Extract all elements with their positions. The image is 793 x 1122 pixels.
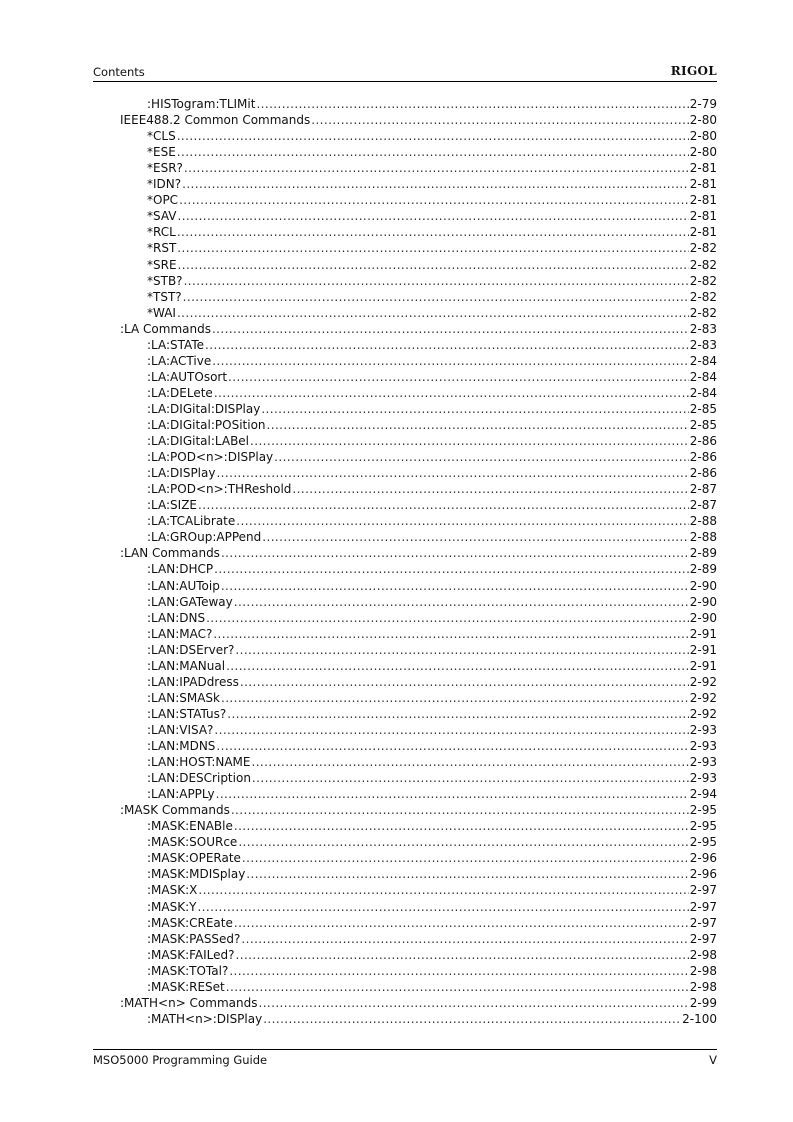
toc-entry-title: :MASK:SOURce [147,835,238,850]
toc-leader-dots [231,803,689,817]
toc-entry-title: :LAN:DHCP [147,562,214,577]
toc-leader-dots [221,691,689,705]
toc-entry-title: :LA:GROup:APPend [147,530,262,545]
toc-entry-title: :MASK:CREate [147,915,233,930]
toc-leader-dots [262,530,689,544]
toc-entry-title: *IDN? [147,177,182,192]
toc-entry-title: *RST [147,241,177,256]
toc-leader-dots [221,546,689,560]
toc-leader-dots [246,867,688,881]
toc-entry-page: 2-83 [689,321,717,336]
toc-entry-page: 2-83 [689,337,717,352]
toc-leader-dots [226,980,689,994]
toc-entry[interactable] [147,239,717,255]
toc-entry-page: 2-92 [689,690,717,705]
toc-leader-dots [214,562,689,576]
toc-entry-page: 2-95 [689,803,717,818]
toc-entry[interactable] [147,946,717,962]
toc-leader-dots [250,434,689,448]
toc-entry-page: 2-88 [689,514,717,529]
toc-entry-page: 2-91 [689,642,717,657]
toc-entry[interactable] [147,528,717,544]
toc-entry[interactable] [147,336,717,352]
toc-entry[interactable] [147,609,717,625]
toc-entry-page: 2-81 [689,193,717,208]
toc-entry-title: :MASK:FAILed? [147,947,235,962]
toc-leader-dots [213,627,688,641]
toc-entry-page: 2-86 [689,434,717,449]
toc-entry[interactable] [147,817,717,833]
toc-entry[interactable] [147,304,717,320]
toc-entry[interactable] [147,512,717,528]
toc-entry[interactable] [147,560,717,576]
toc-entry-page: 2-94 [689,787,717,802]
toc-entry[interactable] [120,544,717,560]
toc-leader-dots [183,290,689,304]
toc-entry[interactable] [147,288,717,304]
toc-entry[interactable] [147,480,717,496]
toc-entry-page: 2-93 [689,722,717,737]
toc-entry[interactable] [147,673,717,689]
toc-entry-title: :LAN:AUToip [147,578,220,593]
header-section-title: Contents [93,65,145,79]
toc-entry[interactable] [147,95,717,111]
toc-entry-page: 2-89 [689,546,717,561]
toc-leader-dots [178,209,689,223]
toc-entry[interactable] [120,111,717,127]
toc-entry-page: 2-84 [689,353,717,368]
toc-entry-page: 2-93 [689,771,717,786]
toc-entry-title: :MATH<n>:DISPlay [147,1011,263,1026]
toc-entry-title: :LAN:STATus? [147,706,227,721]
toc-entry-title: *CLS [147,129,176,144]
toc-entry-title: :MASK:X [147,883,198,898]
toc-entry-title: :LA Commands [120,321,211,336]
toc-leader-dots [179,193,689,207]
toc-leader-dots [197,900,688,914]
toc-entry-page: 2-93 [689,755,717,770]
toc-leader-dots [177,241,688,255]
toc-entry-title: *SRE [147,257,177,272]
toc-entry-title: :LA:AUTOsort [147,369,228,384]
toc-entry-page: 2-99 [689,995,717,1010]
footer-doc-title: MSO5000 Programming Guide [93,1053,268,1067]
toc-entry-title: IEEE488.2 Common Commands [120,113,311,128]
toc-entry[interactable] [147,849,717,865]
toc-entry[interactable] [147,207,717,223]
toc-entry-title: :LAN Commands [120,546,220,561]
toc-entry-title: :LAN:DESCription [147,771,251,786]
toc-entry[interactable] [147,898,717,914]
toc-leader-dots [212,322,689,336]
toc-entry[interactable] [147,865,717,881]
toc-entry-page: 2-84 [689,369,717,384]
toc-entry-title: :LA:DELete [147,385,213,400]
toc-entry-title: :LA:TCALibrate [147,514,236,529]
toc-entry-page: 2-96 [689,851,717,866]
toc-entry-title: :MASK:OPERate [147,851,241,866]
toc-entry[interactable] [147,721,717,737]
toc-entry-title: :LA:STATe [147,337,205,352]
toc-entry-page: 2-97 [689,883,717,898]
toc-leader-dots [238,835,688,849]
toc-leader-dots [214,723,688,737]
toc-leader-dots [212,354,689,368]
toc-entry-page: 2-97 [689,931,717,946]
toc-entry[interactable] [147,368,717,384]
toc-entry[interactable] [147,737,717,753]
toc-entry-title: :MASK:ENABle [147,819,233,834]
footer-page-number: V [709,1053,717,1067]
toc-entry-page: 2-85 [689,401,717,416]
toc-entry-page: 2-90 [689,578,717,593]
toc-entry-title: *SAV [147,209,177,224]
toc-leader-dots [240,675,689,689]
toc-entry-title: :LAN:SMASk [147,690,220,705]
toc-leader-dots [177,225,689,239]
toc-leader-dots [221,579,689,593]
toc-entry-page: 2-81 [689,209,717,224]
toc-entry[interactable] [147,191,717,207]
toc-leader-dots [198,883,688,897]
toc-entry-title: :LAN:DNS [147,610,206,625]
toc-entry-title: :LA:SIZE [147,498,198,513]
toc-entry-page: 2-89 [689,562,717,577]
toc-entry-title: :LA:POD<n>:DISPlay [147,450,274,465]
toc-entry-page: 2-84 [689,385,717,400]
toc-leader-dots [226,659,689,673]
toc-entry[interactable] [147,753,717,769]
toc-entry-title: *OPC [147,193,179,208]
toc-leader-dots [216,466,688,480]
toc-entry-page: 2-93 [689,739,717,753]
toc-entry[interactable] [147,496,717,512]
toc-leader-dots [267,418,689,432]
toc-entry[interactable] [147,1010,717,1026]
toc-entry-title: :LAN:HOST:NAME [147,755,251,770]
toc-entry-title: *RCL [147,225,176,240]
toc-leader-dots [177,145,689,159]
toc-entry[interactable] [147,272,717,288]
toc-entry-title: *STB? [147,273,183,288]
toc-entry[interactable] [147,400,717,416]
toc-leader-dots [236,514,688,528]
toc-entry-title: :LAN:APPLy [147,787,215,802]
toc-entry-page: 2-81 [689,177,717,192]
toc-leader-dots [234,916,689,930]
toc-entry[interactable] [147,833,717,849]
toc-entry[interactable] [147,159,717,175]
toc-entry-page: 2-91 [689,658,717,673]
toc-leader-dots [216,787,689,801]
toc-entry-page: 2-80 [689,129,717,144]
toc-entry-page: 2-82 [689,305,717,320]
toc-entry-title: :LAN:GATeway [147,594,233,609]
toc-entry[interactable] [120,994,717,1010]
toc-entry-title: :MASK:TOTal? [147,963,229,978]
toc-entry-title: *WAI [147,305,176,320]
toc-entry-page: 2-82 [689,241,717,256]
toc-entry[interactable] [147,625,717,641]
toc-entry-title: :LAN:VISA? [147,722,214,737]
toc-entry-title: :MASK:MDISplay [147,867,246,882]
toc-leader-dots [214,386,689,400]
toc-entry-page: 2-96 [689,867,717,882]
toc-entry-page: 2-91 [689,626,717,641]
toc-leader-dots [184,161,689,175]
toc-leader-dots [177,129,689,143]
toc-entry-title: :LAN:IPADdress [147,674,239,689]
toc-entry-title: *TST? [147,289,182,304]
toc-leader-dots [252,755,689,769]
toc-entry-page: 2-82 [689,289,717,304]
toc-entry[interactable] [120,801,717,817]
toc-entry[interactable] [147,785,717,801]
toc-leader-dots [177,306,689,320]
toc-leader-dots [227,707,689,721]
toc-entry-page: 2-90 [689,610,717,625]
toc-leader-dots [184,274,689,288]
toc-entry[interactable] [147,705,717,721]
toc-entry-title: :LA:POD<n>:THReshold [147,482,292,497]
toc-leader-dots [292,482,688,496]
toc-entry[interactable] [147,352,717,368]
toc-entry-page: 2-95 [689,819,717,834]
toc-entry[interactable] [147,881,717,897]
toc-entry-page: 2-87 [689,498,717,513]
toc-entry-title: :LA:DIGital:LABel [147,434,250,449]
toc-entry[interactable] [147,256,717,272]
toc-leader-dots [258,996,688,1010]
toc-leader-dots [256,97,688,111]
toc-entry-page: 2-90 [689,594,717,609]
toc-entry-page: 2-82 [689,257,717,272]
toc-entry-title: :HISTogram:TLIMit [147,97,256,111]
toc-entry-title: :MATH<n> Commands [120,995,258,1010]
toc-entry-title: :LAN:MANual [147,658,226,673]
toc-entry[interactable] [147,930,717,946]
toc-entry-title: *ESR? [147,161,183,176]
toc-entry[interactable] [147,464,717,480]
toc-entry-page: 2-82 [689,273,717,288]
toc-entry-page: 2-88 [689,530,717,545]
toc-leader-dots [252,771,689,785]
toc-entry-title: :LA:DIGital:POSition [147,418,266,432]
toc-entry-page: 2-86 [689,466,717,481]
toc-leader-dots [274,450,689,464]
toc-leader-dots [205,338,689,352]
toc-entry-page: 2-86 [689,450,717,465]
toc-entry-page: 2-98 [689,947,717,962]
toc-entry-page: 2-79 [689,97,717,111]
toc-entry-page: 2-97 [689,899,717,914]
toc-entry-page: 2-80 [689,113,717,128]
toc-entry[interactable] [147,175,717,191]
toc-entry-page: 2-92 [689,706,717,721]
toc-leader-dots [198,498,689,512]
toc-entry[interactable] [147,416,717,432]
toc-entry-title: *ESE [147,145,176,160]
toc-leader-dots [235,643,688,657]
toc-entry-title: :MASK:PASSed? [147,931,241,946]
toc-entry[interactable] [147,689,717,705]
toc-entry[interactable] [147,641,717,657]
toc-entry-title: :LA:DISPlay [147,466,216,481]
toc-entry[interactable] [147,384,717,400]
toc-leader-dots [241,932,688,946]
toc-entry-page: 2-98 [689,963,717,978]
toc-entry-title: :LAN:MDNS [147,739,216,753]
toc-entry[interactable] [147,914,717,930]
toc-entry[interactable] [147,577,717,593]
toc-entry-page: 2-100 [682,1011,717,1026]
toc-entry-page: 2-95 [689,835,717,850]
toc-entry-title: :LAN:DSErver? [147,642,235,657]
toc-entry[interactable] [147,593,717,609]
toc-entry-title: :LA:DIGital:DISPlay [147,401,261,416]
toc-entry-title: :MASK:Y [147,899,197,914]
toc-leader-dots [234,819,689,833]
toc-entry[interactable] [120,320,717,336]
toc-entry[interactable] [147,769,717,785]
toc-leader-dots [311,113,689,127]
toc-entry-page: 2-80 [689,145,717,160]
toc-entry-title: :MASK:RESet [147,979,225,994]
brand-logo: RIGOL [670,64,717,78]
toc-leader-dots [229,964,688,978]
toc-entry[interactable] [147,223,717,239]
page-footer [93,1049,717,1070]
page-header [93,64,717,82]
toc-leader-dots [263,1012,681,1026]
toc-leader-dots [242,851,689,865]
toc-entry-page: 2-97 [689,915,717,930]
toc-entry-title: :LA:ACTive [147,353,212,368]
toc-leader-dots [261,402,688,416]
toc-leader-dots [228,370,689,384]
toc-entry[interactable] [147,448,717,464]
toc-entry[interactable] [147,432,717,448]
toc-leader-dots [206,611,689,625]
toc-entry[interactable] [147,127,717,143]
toc-entry[interactable] [147,143,717,159]
toc-leader-dots [182,177,689,191]
toc-entry-page: 2-81 [689,225,717,240]
toc-entry-page: 2-92 [689,674,717,689]
toc-leader-dots [234,595,689,609]
toc-entry-page: 2-98 [689,979,717,994]
toc-leader-dots [236,948,689,962]
toc-entry-page: 2-81 [689,161,717,176]
toc-leader-dots [216,739,688,753]
toc-entry[interactable] [147,657,717,673]
toc-entry-page: 2-87 [689,482,717,497]
toc-entry[interactable] [147,962,717,978]
toc-entry-page: 2-85 [689,418,717,432]
toc-leader-dots [178,258,689,272]
toc-entry-title: :MASK Commands [120,803,230,818]
toc-entry-title: :LAN:MAC? [147,626,213,641]
toc-entry[interactable] [147,978,717,994]
